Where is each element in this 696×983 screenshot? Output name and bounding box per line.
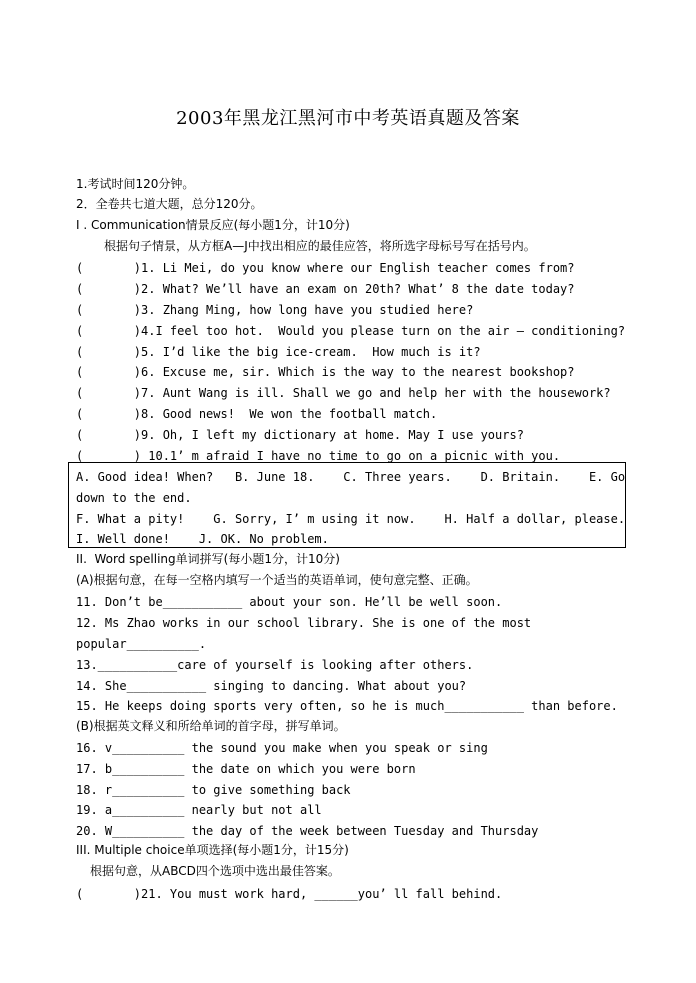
question-21: ( )21. You must work hard, ______you’ ll fall behind.: [76, 887, 503, 901]
note-time: 1.考试时间120分钟。: [76, 177, 195, 191]
question-12-cont: popular__________.: [76, 637, 207, 651]
question-18: 18. r__________ to give something back: [76, 783, 351, 797]
section1-heading: I . Communication情景反应(每小题1分，计10分): [76, 218, 350, 232]
options-line-4: I. Well done! J. OK. No problem.: [76, 532, 329, 546]
question-8: ( )8. Good news! We won the football match.: [76, 407, 438, 421]
question-9: ( )9. Oh, I left my dictionary at home. May I use yours?: [76, 428, 524, 442]
question-20: 20. W__________ the day of the week between Tuesday and Thursday: [76, 824, 539, 838]
question-3: ( )3. Zhang Ming, how long have you studied here?: [76, 303, 474, 317]
question-12: 12. Ms Zhao works in our school library. She is one of the most: [76, 616, 532, 630]
question-2: ( )2. What? We’ll have an exam on 20th? What’ 8 the date today?: [76, 282, 575, 296]
question-15: 15. He keeps doing sports very often, so he is much___________ than before.: [76, 699, 618, 713]
section2-part-a: (A)根据句意，在每一空格内填写一个适当的英语单词，使句意完整、正确。: [76, 573, 478, 587]
question-7: ( )7. Aunt Wang is ill. Shall we go and help her with the housework?: [76, 386, 611, 400]
section3-instruction: 根据句意，从ABCD四个选项中选出最佳答案。: [90, 864, 340, 878]
options-line-2: down to the end.: [76, 491, 192, 505]
question-1: ( )1. Li Mei, do you know where our English teacher comes from?: [76, 261, 575, 275]
note-total: 2．全卷共七道大题，总分120分。: [76, 197, 263, 211]
page-title: 2003年黑龙江黑河市中考英语真题及答案: [176, 108, 520, 129]
question-17: 17. b__________ the date on which you were born: [76, 762, 416, 776]
options-line-1: A. Good idea! When? B. June 18. C. Three years. D. Britain. E. Go: [76, 470, 626, 484]
question-16: 16. v__________ the sound you make when you speak or sing: [76, 741, 488, 755]
question-11: 11. Don’t be___________ about your son. He’ll be well soon.: [76, 595, 503, 609]
question-19: 19. a__________ nearly but not all: [76, 803, 322, 817]
question-10: ( ) 10.1’ m afraid I have no time to go on a picnic with you.: [76, 449, 561, 463]
question-14: 14. She___________ singing to dancing. What about you?: [76, 679, 467, 693]
question-13: 13.___________care of yourself is looking after others.: [76, 658, 474, 672]
section2-part-b: (B)根据英文释义和所给单词的首字母，拼写单词。: [76, 719, 346, 733]
question-6: ( )6. Excuse me, sir. Which is the way to the nearest bookshop?: [76, 365, 575, 379]
section3-heading: III. Multiple choice单项选择(每小题1分，计15分): [76, 843, 349, 857]
options-line-3: F. What a pity! G. Sorry, I’ m using it now. H. Half a dollar, please.: [76, 512, 626, 526]
question-5: ( )5. I’d like the big ice-cream. How much is it?: [76, 345, 481, 359]
question-4: ( )4.I feel too hot. Would you please turn on the air – conditioning?: [76, 324, 626, 338]
section1-instruction: 根据句子情景，从方框A—J中找出相应的最佳应答，将所选字母标号写在括号内。: [104, 239, 536, 253]
section2-heading: II. Word spelling单词拼写(每小题1分，计10分): [76, 552, 340, 566]
